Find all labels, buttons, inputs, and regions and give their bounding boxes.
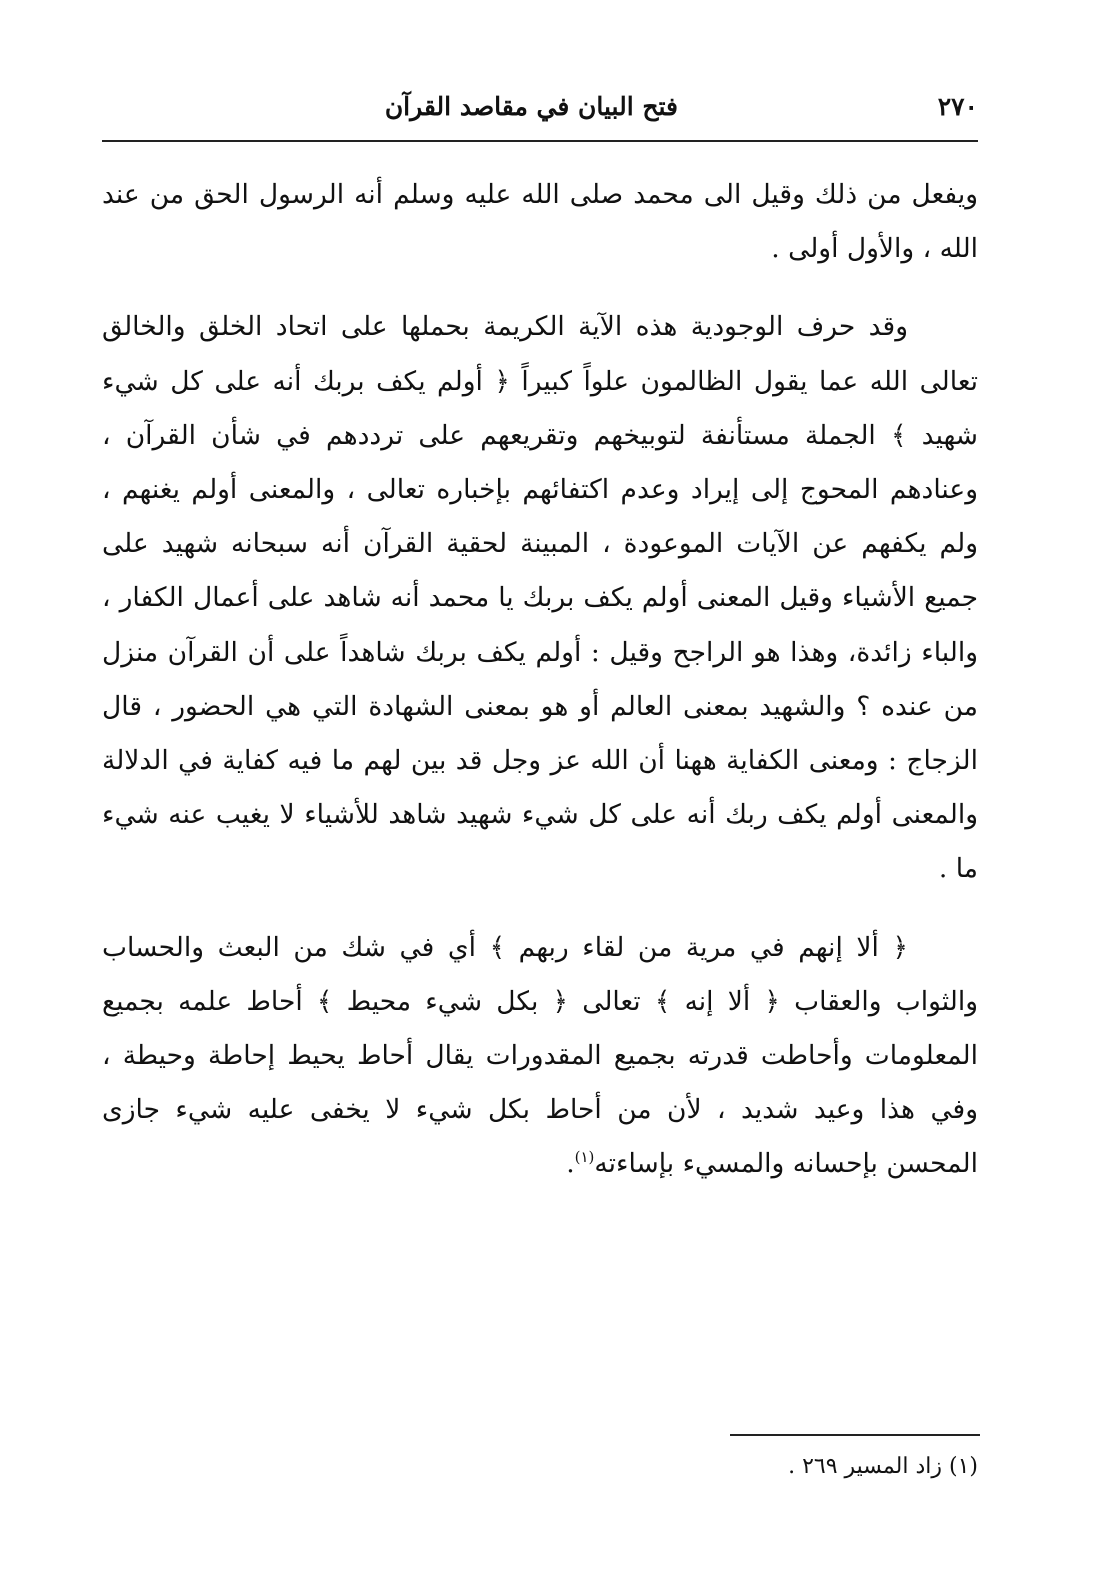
main-text [102, 168, 978, 1192]
paragraph-1-text: ويفعل من ذلك وقيل الى محمد صلى الله عليه وسلم أنه الرسول الحق من عند الله ، والأول أولى . [102, 179, 978, 265]
footnote-reference: (١) [574, 1148, 595, 1167]
page-number: ٢٧٠ [937, 92, 978, 121]
paragraph-3-trailing: . [566, 1148, 575, 1180]
paragraph-2 [102, 300, 978, 896]
running-title: فتح البيان في مقاصد القرآن [384, 92, 678, 121]
header-divider [102, 140, 978, 142]
paragraph-3 [102, 921, 978, 1192]
footnote [102, 1452, 978, 1482]
paragraph-1 [102, 168, 978, 276]
footnote-text: (١) زاد المسير ٢٦٩ . [788, 1454, 978, 1479]
paragraph-3-text: ﴿ ألا إنهم في مرية من لقاء ربهم ﴾ أي في شك من البعث والحساب والثواب والعقاب ﴿ ألا إنه ﴾ تعالى ﴿ بكل شيء محيط ﴾ أحاط علمه بجميع المعلومات وأحاطت قدرته بجميع المقدورات يقال أحاط يحيط إحاطة وحيطة ، وفي هذا وعيد شديد ، لأن من أحاط بكل شيء لا يخفى عليه شيء جازى المحسن بإحسانه والمسيء بإساءته [102, 931, 978, 1180]
footnote-divider [730, 1434, 980, 1436]
page-header [102, 88, 978, 138]
paragraph-2-text: وقد حرف الوجودية هذه الآية الكريمة بحملها على اتحاد الخلق والخالق تعالى الله عما يقول الظالمون علواً كبيراً ﴿ أولم يكف بربك أنه على كل شيء شهيد ﴾ الجملة مستأنفة لتوبيخهم وتقريعهم على ترددهم في شأن القرآن ، وعنادهم المحوج إلى إيراد وعدم اكتفائهم بإخباره تعالى ، والمعنى أولم يغنهم ، ولم يكفهم عن الآيات الموعودة ، المبينة لحقية القرآن أنه سبحانه شهيد على جميع الأشياء وقيل المعنى أولم يكف بربك يا محمد أنه شاهد على أعمال الكفار ، والباء زائدة، وهذا هو الراجح وقيل : أولم يكف بربك شاهداً على أن القرآن منزل من عنده ؟ والشهيد بمعنى العالم أو هو بمعنى الشهادة التي هي الحضور ، قال الزجاج : ومعنى الكفاية ههنا أن الله عز وجل قد بين لهم ما فيه كفاية في الدلالة والمعنى أولم يكف ربك أنه على كل شيء شهيد شاهد للأشياء لا يغيب عنه شيء ما . [102, 311, 978, 885]
